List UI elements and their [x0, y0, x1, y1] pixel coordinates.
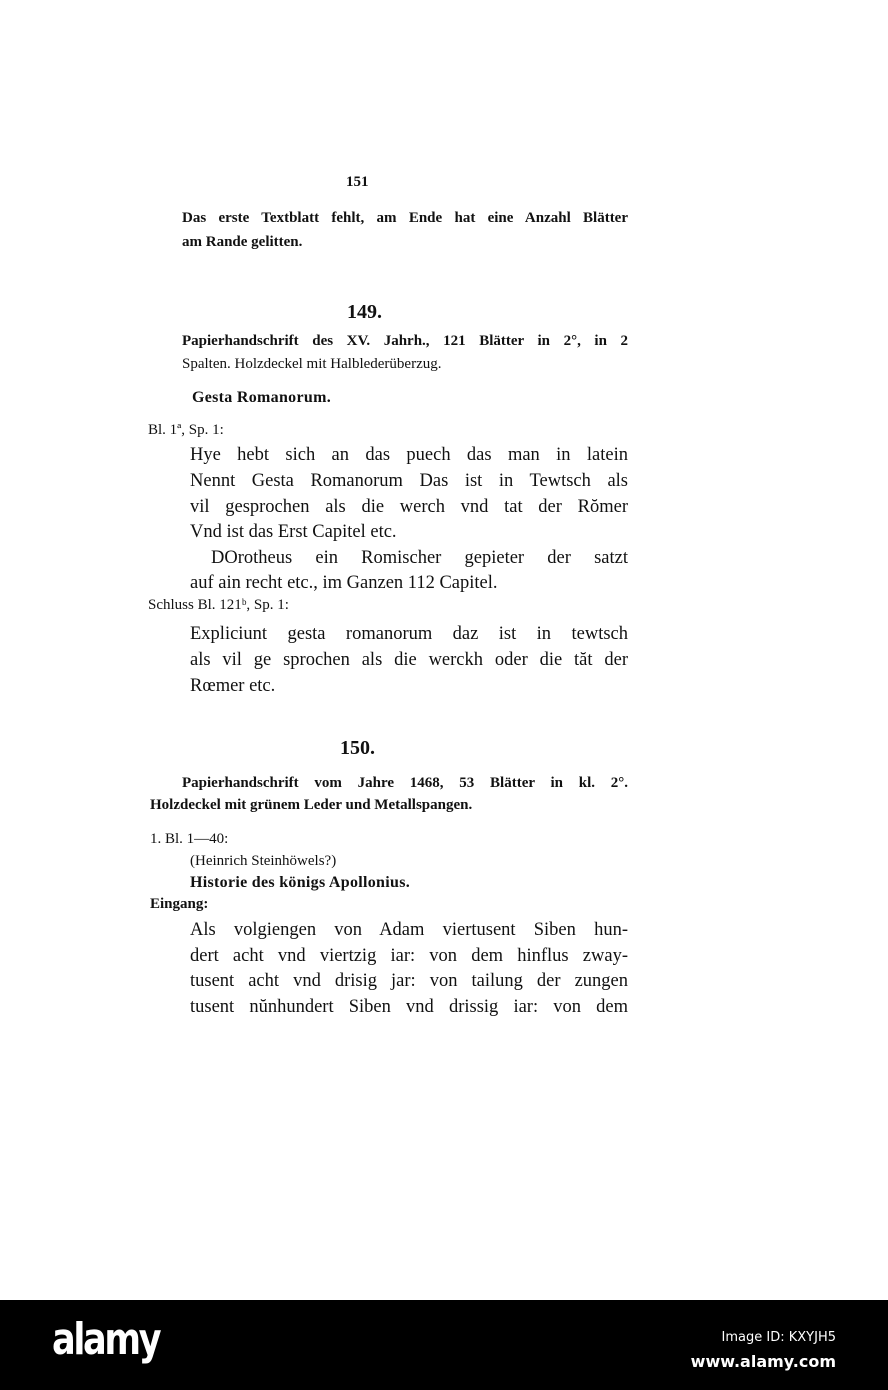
entry-149-incipit-ref: Bl. 1ª, Sp. 1:: [148, 422, 224, 438]
entry-149-description: Spalten. Holzdeckel mit Halblederüberzug.: [182, 356, 442, 372]
entry-150-author: (Heinrich Steinhöwels?): [190, 853, 337, 869]
explicit-line: als vil ge sprochen als die werckh oder die tăt der: [190, 650, 628, 670]
entry-150-description: Papierhandschrift vom Jahre 1468, 53 Blätter in kl. 2°.: [182, 775, 628, 791]
incipit-line: tusent acht vnd drisig jar: von tailung der zungen: [190, 971, 628, 991]
chapter-end: auf ain recht etc., im Ganzen 112 Capitel.: [190, 573, 498, 593]
incipit-line: Nennt Gesta Romanorum Das ist in Tewtsch als: [190, 471, 628, 491]
explicit-line: Expliciunt gesta romanorum daz ist in tewtsch: [190, 624, 628, 644]
prev-entry-line: Das erste Textblatt fehlt, am Ende hat eine Anzahl Blätter: [182, 210, 628, 226]
alamy-logo: alamy: [52, 1314, 160, 1365]
incipit-line: vil gesprochen als die werch vnd tat der Rŏmer: [190, 497, 628, 517]
chapter-start: DOrotheus ein Romischer gepieter der satzt: [211, 548, 628, 568]
watermark-banner: [0, 1300, 888, 1390]
incipit-line: tusent nŭnhundert Siben vnd drissig iar: von dem: [190, 997, 628, 1017]
entry-149-description: Papierhandschrift des XV. Jahrh., 121 Blätter in 2°, in 2: [182, 333, 628, 349]
entry-150-description: Holzdeckel mit grünem Leder und Metallspangen.: [150, 797, 473, 813]
incipit-line: Hye hebt sich an das puech das man in latein: [190, 445, 628, 465]
incipit-line: Vnd ist das Erst Capitel etc.: [190, 522, 397, 542]
entry-number-149: 149.: [347, 301, 382, 323]
prev-entry-line: am Rande gelitten.: [182, 234, 303, 250]
entry-number-150: 150.: [340, 737, 375, 759]
entry-149-explicit-ref: Schluss Bl. 121ᵇ, Sp. 1:: [148, 597, 289, 613]
image-id: Image ID: KXYJH5: [721, 1330, 836, 1345]
entry-150-incipit-label: Eingang:: [150, 896, 209, 912]
site-url: www.alamy.com: [690, 1352, 836, 1371]
incipit-line: Als volgiengen von Adam viertusent Siben hun-: [190, 920, 628, 940]
explicit-line: Rœmer etc.: [190, 676, 276, 696]
page-number: 151: [346, 174, 369, 190]
incipit-line: dert acht vnd viertzig iar: von dem hinflus zway-: [190, 946, 628, 966]
entry-150-section-ref: 1. Bl. 1—40:: [150, 831, 229, 847]
entry-150-title: Historie des königs Apollonius.: [190, 874, 411, 891]
entry-149-title: Gesta Romanorum.: [192, 389, 332, 406]
